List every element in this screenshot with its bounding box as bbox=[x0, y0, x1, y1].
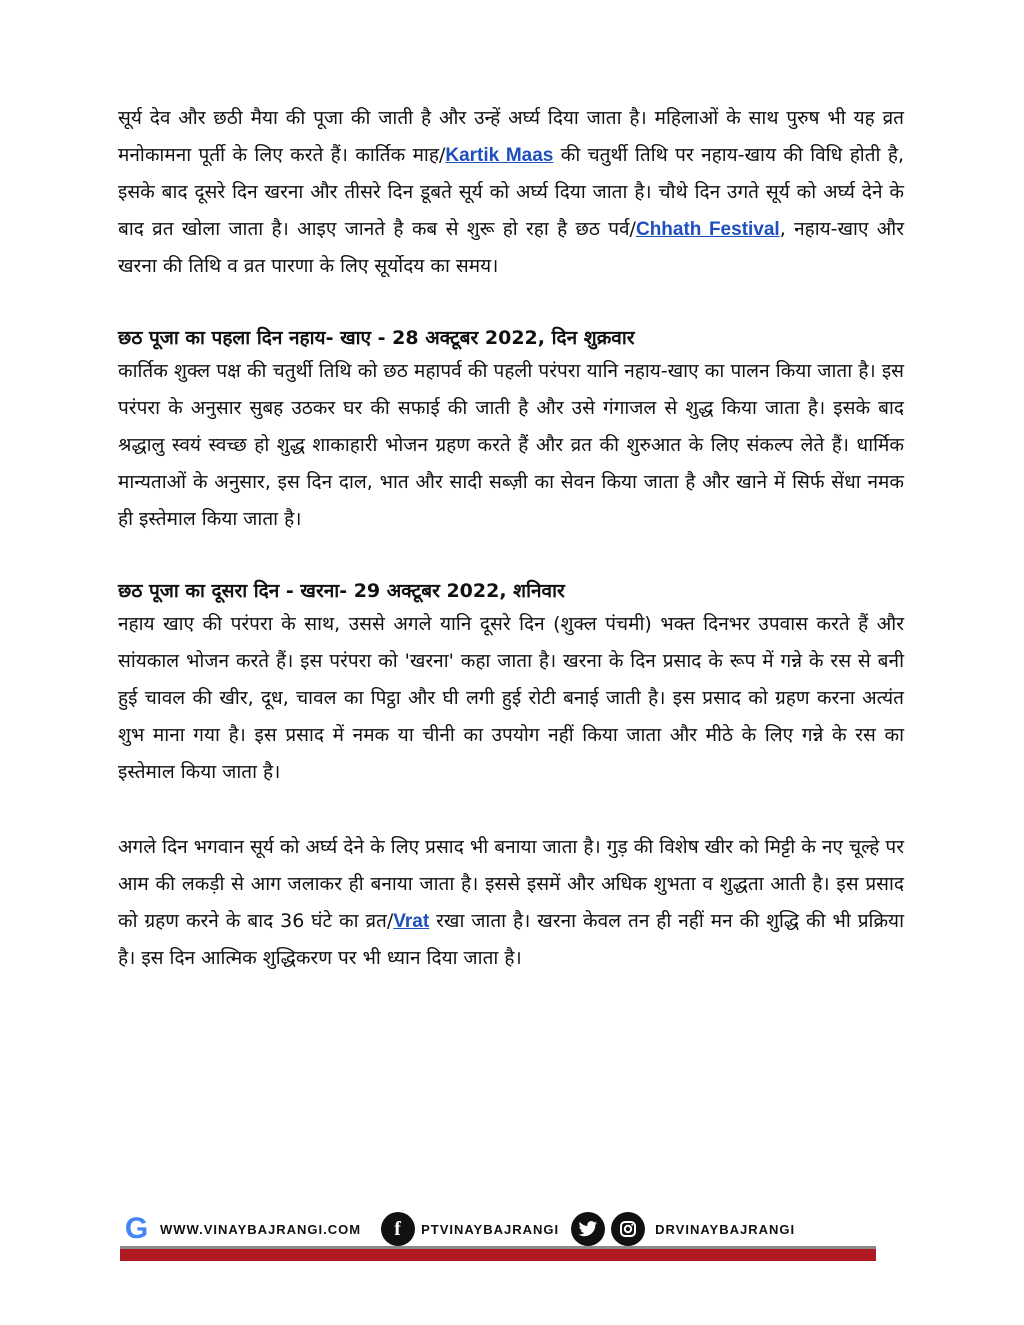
intro-text-1: सूर्य देव और छठी मैया की पूजा की जाती है और उन्हें अर्घ्य दिया जाता है। महिलाओं के साथ पुरुष भी यह व्रत मनोकामना पूर्ती के लिए करते हैं। कार्तिक माह/ bbox=[118, 107, 904, 166]
kartik-maas-link[interactable]: Kartik Maas bbox=[445, 145, 554, 166]
vrat-link[interactable]: Vrat bbox=[393, 911, 430, 932]
footer-facebook[interactable]: PTVINAYBAJRANGI bbox=[421, 1221, 560, 1237]
footer-social[interactable]: DRVINAYBAJRANGI bbox=[655, 1221, 796, 1237]
footer-divider-red bbox=[120, 1249, 876, 1261]
day1-paragraph: कार्तिक शुक्ल पक्ष की चतुर्थी तिथि को छठ महापर्व की पहली परंपरा यानि नहाय-खाए का पालन किया जाता है। इस परंपरा के अनुसार सुबह उठकर घर की सफाई की जाती है और उसे गंगाजल से शुद्ध किया जाता है। इसके बाद श्रद्धालु स्वयं स्वच्छ हो शुद्ध शाकाहारी भोजन ग्रहण करते हैं और व्रत की शुरुआत के लिए संकल्प लेते हैं। धार्मिक मान्यताओं के अनुसार, इस दिन दाल, भात और सादी सब्ज़ी का सेवन किया जाता है और खाने में सिर्फ सेंधा नमक ही इस्तेमाल किया जाता है। bbox=[118, 360, 904, 530]
instagram-icon[interactable] bbox=[611, 1212, 645, 1246]
intro-text-2: की चतुर्थी तिथि पर नहाय-खाय की विधि होती है, इसके बाद दूसरे दिन खरना और तीसरे दिन डूबते सूर्य को अर्घ्य दिया जाता है। चौथे दिन उगते सूर्य को अर्घ्य देने के बाद व्रत खोला जाता है। आइए जानते है कब से शुरू हो रहा है छठ पर्व/ bbox=[118, 144, 904, 240]
next-text-2: रखा जाता है। खरना केवल तन ही नहीं मन की शुद्धि की भी प्रक्रिया है। इस दिन आत्मिक शुद्धिकरण पर भी ध्यान दिया जाता है। bbox=[118, 910, 904, 969]
day2-heading: छठ पूजा का दूसरा दिन - खरना- 29 अक्टूबर 2022, शनिवार bbox=[118, 580, 565, 602]
intro-text-3: , नहाय-खाए और खरना की तिथि व व्रत पारणा के लिए सूर्योदय का समय। bbox=[118, 218, 904, 277]
intro-paragraph bbox=[118, 100, 904, 285]
day2-paragraph: नहाय खाए की परंपरा के साथ, उससे अगले यानि दूसरे दिन (शुक्ल पंचमी) भक्त दिनभर उपवास करते हैं और सांयकाल भोजन करते हैं। इस परंपरा को 'खरना' कहा जाता है। खरना के दिन प्रसाद के रूप में गन्ने के रस से बनी हुई चावल की खीर, दूध, चावल का पिट्ठा और घी लगी हुई रोटी बनाई जाती है। इस प्रसाद को ग्रहण करना अत्यंत शुभ माना गया है। इस प्रसाद में नमक या चीनी का उपयोग नहीं किया जाता और मीठे के लिए गन्ने के रस का इस्तेमाल किया जाता है। bbox=[118, 613, 904, 783]
day1-heading: छठ पूजा का पहला दिन नहाय- खाए - 28 अक्टूबर 2022, दिन शुक्रवार bbox=[118, 327, 635, 349]
google-g-icon: G bbox=[124, 1212, 150, 1245]
chhath-festival-link[interactable]: Chhath Festival bbox=[635, 219, 780, 240]
footer-contact-bar bbox=[120, 1212, 795, 1246]
next-day-paragraph bbox=[118, 829, 904, 977]
document-body bbox=[118, 100, 904, 977]
footer-website[interactable]: WWW.VINAYBAJRANGI.COM bbox=[160, 1221, 362, 1237]
next-text-1: अगले दिन भगवान सूर्य को अर्घ्य देने के लिए प्रसाद भी बनाया जाता है। गुड़ की विशेष खीर को मिट्टी के नए चूल्हे पर आम की लकड़ी से आग जलाकर ही बनाया जाता है। इससे इसमें और अधिक शुभता व शुद्धता आती है। इस प्रसाद को ग्रहण करने के बाद 36 घंटे का व्रत/ bbox=[118, 836, 904, 932]
twitter-icon[interactable] bbox=[571, 1212, 605, 1246]
facebook-icon[interactable]: f bbox=[381, 1212, 415, 1246]
